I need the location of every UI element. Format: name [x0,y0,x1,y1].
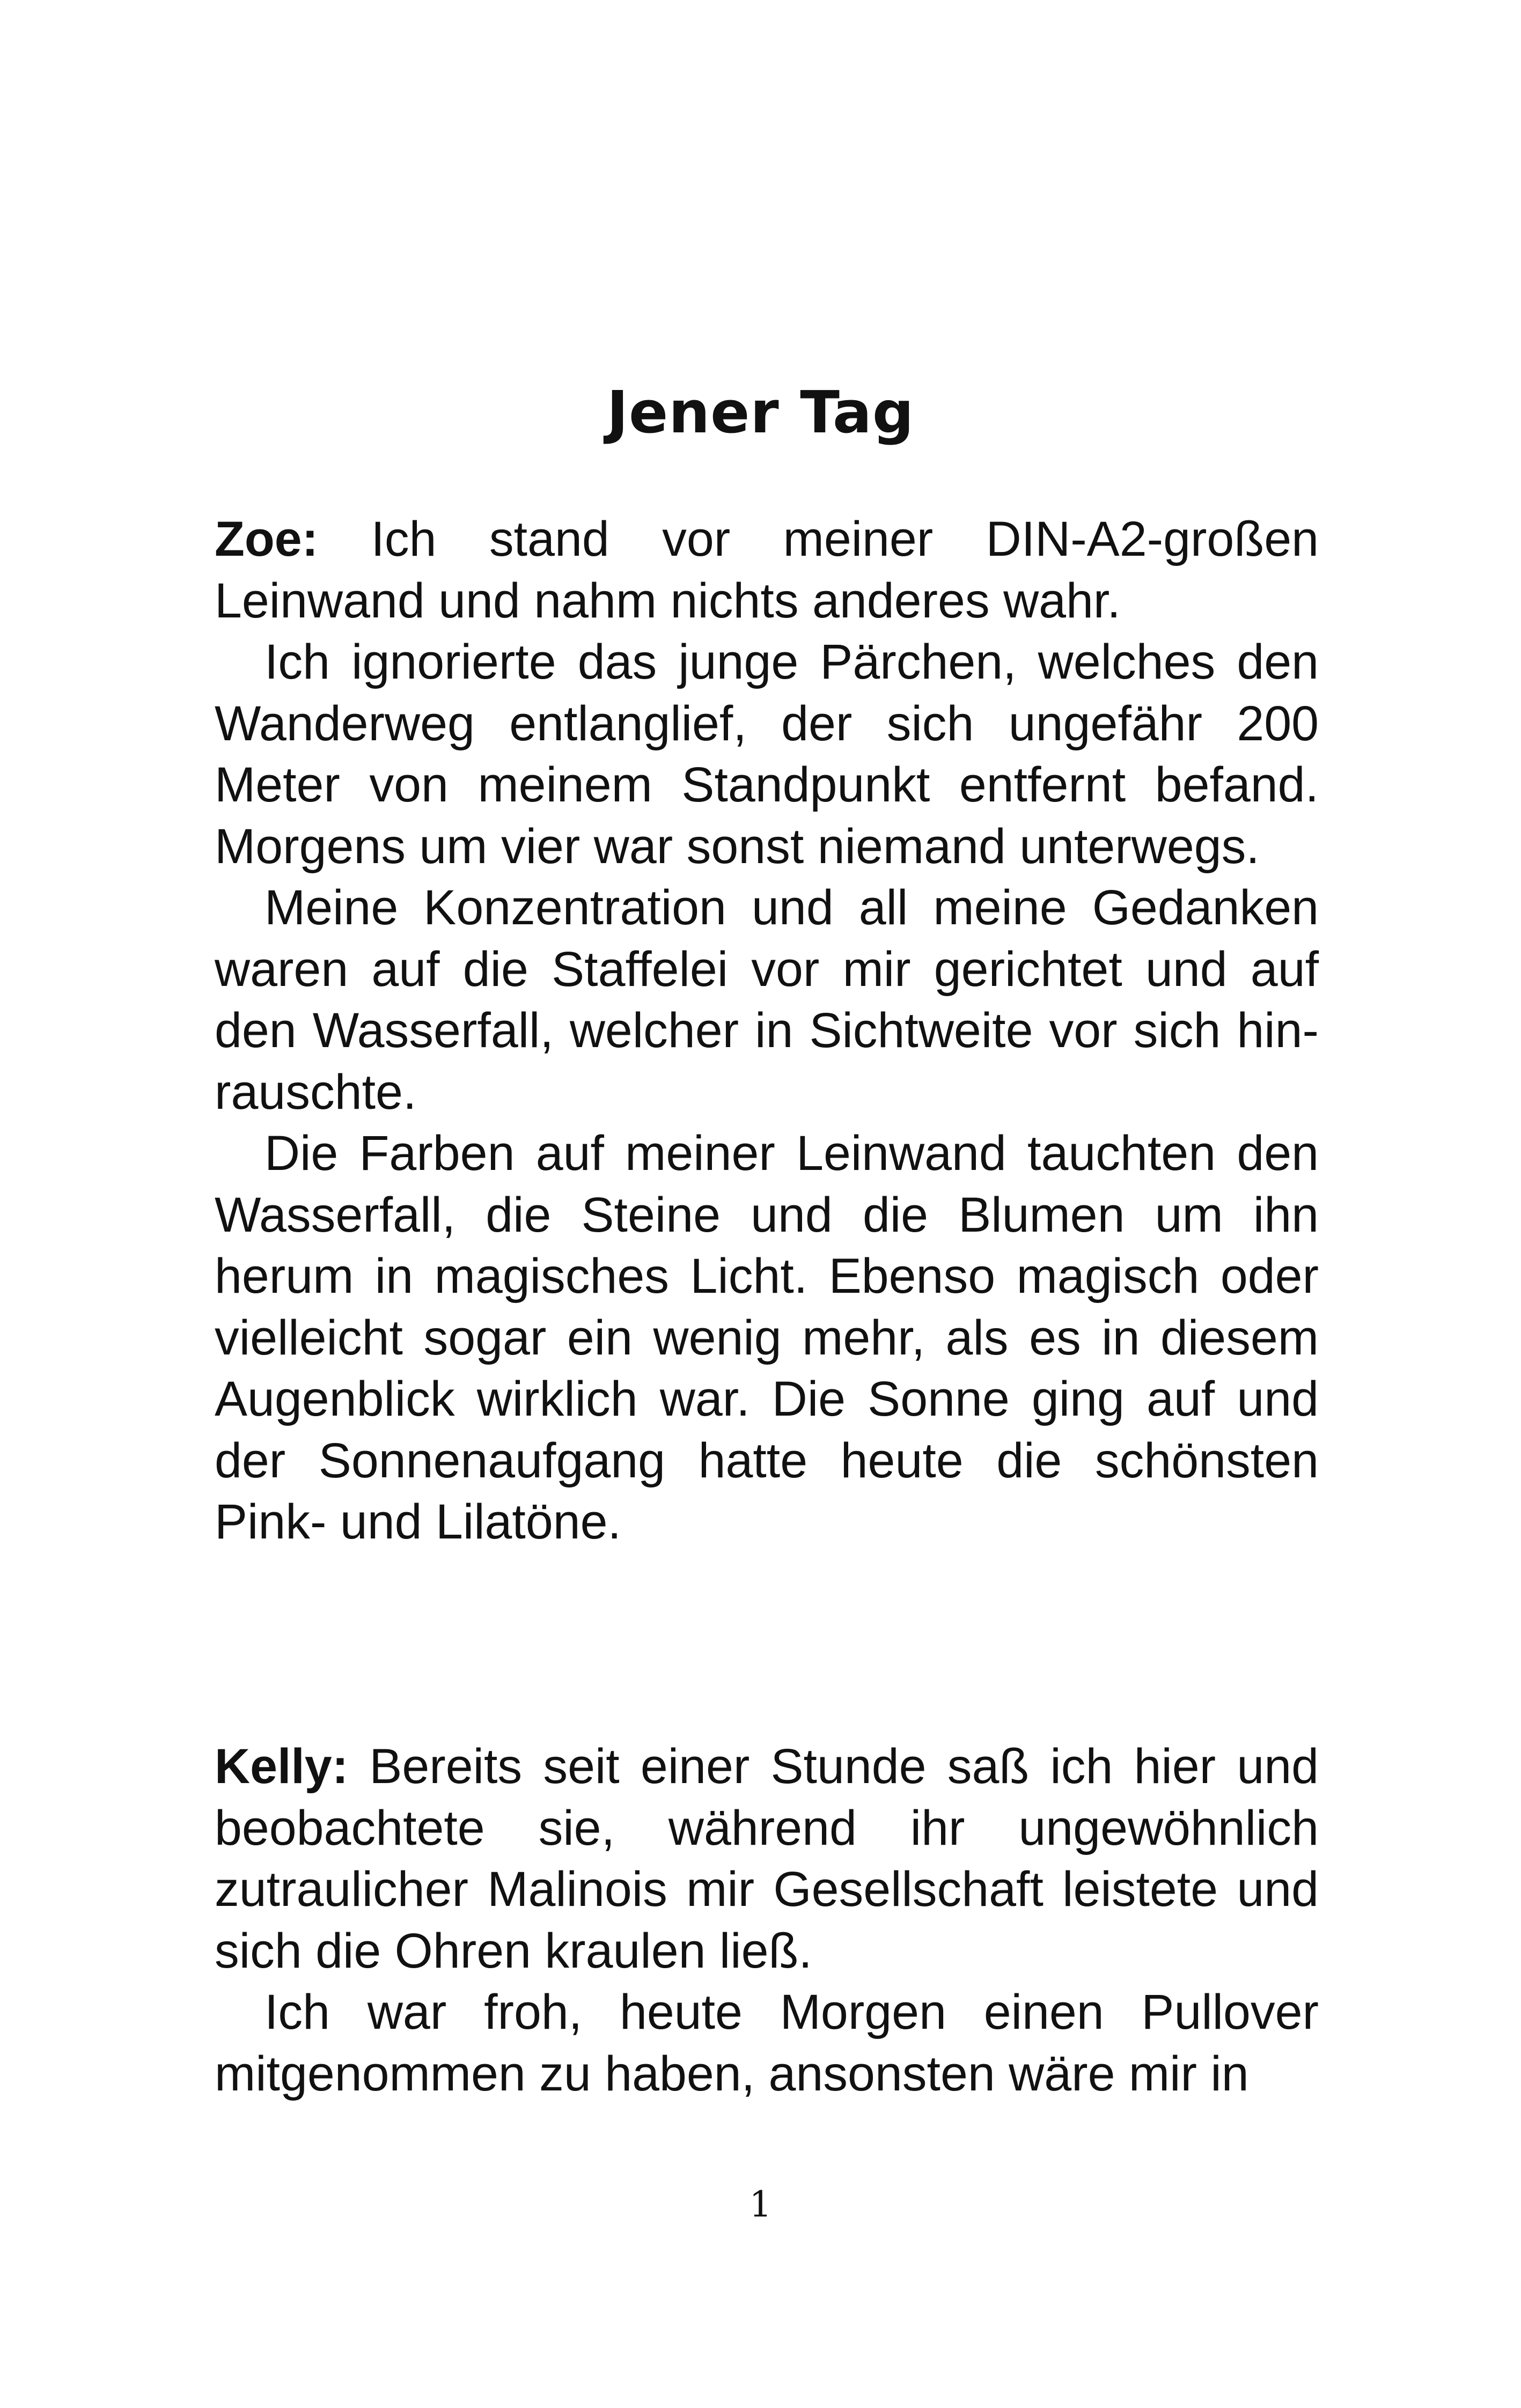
paragraph-text: Bereits seit einer Stunde saß ich hier und beobachtete sie, während ihr ungewöhnlich zutraulicher Malinois mir Gesellschaft leistete und sich die Ohren kraulen ließ. [215,1739,1319,1978]
paragraph: Meine Konzentration und all meine Gedanken waren auf die Staffelei vor mir gerichtet und auf den Wasserfall, welcher in Sichtweite vor sich hin-rauschte. [215,880,1319,1120]
page-number: 1 [749,2184,772,2225]
paragraph: Die Farben auf meiner Leinwand tauchten den Wasserfall, die Steine und die Blumen um ihn herum in magisches Licht. Ebenso magisch oder vielleicht sogar ein wenig mehr, als es in diesem Augenblick wirklich war. Die Sonne ging auf und der Sonnenaufgang hatte heute die schönsten Pink- und Lilatöne. [215,1126,1319,1549]
paragraph [215,1736,1319,1982]
chapter-title: Jener Tag [606,379,915,446]
paragraph: Ich war froh, heute Morgen einen Pullover mitgenommen zu haben, ansonsten wäre mir in [215,1985,1319,2101]
paragraph [215,509,1319,631]
paragraph-text: Ich stand vor meiner DIN-A2-großen Leinwand und nahm nichts anderes wahr. [215,512,1319,628]
section-zoe [215,509,1319,1553]
speaker-name: Zoe: [215,512,319,566]
speaker-name: Kelly: [215,1739,349,1794]
paragraph: Ich ignorierte das junge Pärchen, welches den Wanderweg entlanglief, der sich ungefähr 200 Meter von meinem Standpunkt entfernt befand. Morgens um vier war sonst niemand unterwegs. [215,635,1319,874]
section-kelly [215,1736,1319,2104]
